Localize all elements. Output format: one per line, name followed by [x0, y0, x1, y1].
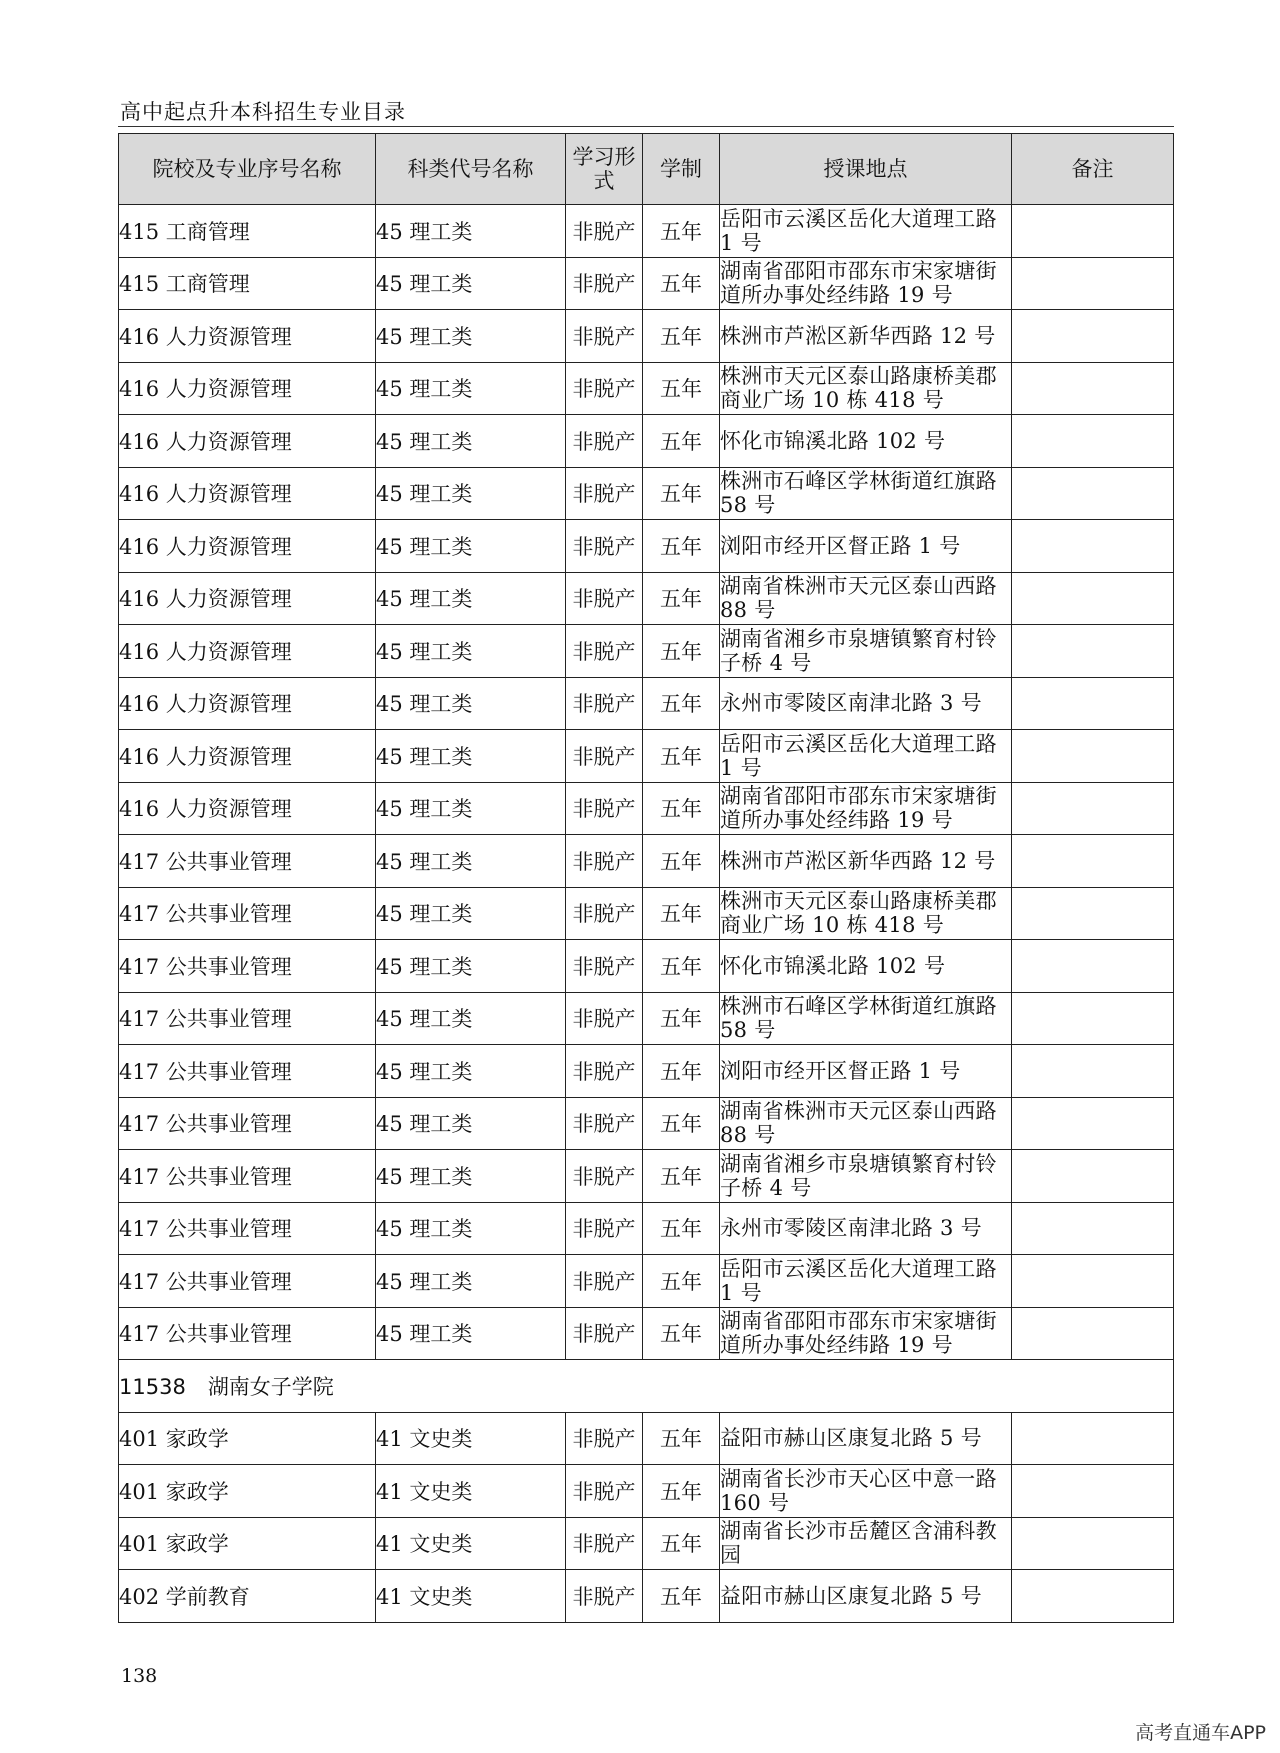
location-cell: 永州市零陵区南津北路 3 号 — [720, 1202, 1012, 1255]
location-cell: 湖南省长沙市天心区中意一路 160 号 — [720, 1465, 1012, 1518]
study-form-cell: 非脱产 — [566, 1465, 643, 1518]
study-form-cell: 非脱产 — [566, 1517, 643, 1570]
column-header-major: 院校及专业序号名称 — [119, 134, 376, 205]
category-cell: 45 理工类 — [376, 362, 566, 415]
duration-cell: 五年 — [643, 1307, 720, 1360]
study-form-cell: 非脱产 — [566, 310, 643, 363]
category-cell: 45 理工类 — [376, 887, 566, 940]
location-cell: 株洲市芦淞区新华西路 12 号 — [720, 310, 1012, 363]
major-cell: 415 工商管理 — [119, 205, 376, 258]
table-row — [119, 992, 1174, 1045]
category-cell: 45 理工类 — [376, 677, 566, 730]
major-cell: 417 公共事业管理 — [119, 940, 376, 993]
table-row — [119, 310, 1174, 363]
major-cell: 417 公共事业管理 — [119, 1307, 376, 1360]
study-form-cell: 非脱产 — [566, 362, 643, 415]
note-cell — [1012, 257, 1174, 310]
study-form-cell: 非脱产 — [566, 1412, 643, 1465]
major-cell: 416 人力资源管理 — [119, 467, 376, 520]
study-form-cell: 非脱产 — [566, 257, 643, 310]
page-header-title: 高中起点升本科招生专业目录 — [120, 100, 406, 124]
category-cell: 45 理工类 — [376, 467, 566, 520]
note-cell — [1012, 1150, 1174, 1203]
study-form-cell: 非脱产 — [566, 1202, 643, 1255]
location-cell: 湖南省株洲市天元区泰山西路 88 号 — [720, 1097, 1012, 1150]
location-cell: 岳阳市云溪区岳化大道理工路 1 号 — [720, 730, 1012, 783]
category-cell: 45 理工类 — [376, 782, 566, 835]
page-number: 138 — [121, 1665, 158, 1687]
location-cell: 浏阳市经开区督正路 1 号 — [720, 1045, 1012, 1098]
table-row — [119, 1097, 1174, 1150]
note-cell — [1012, 1465, 1174, 1518]
category-cell: 45 理工类 — [376, 520, 566, 573]
duration-cell: 五年 — [643, 835, 720, 888]
duration-cell: 五年 — [643, 362, 720, 415]
category-cell: 45 理工类 — [376, 1045, 566, 1098]
location-cell: 怀化市锦溪北路 102 号 — [720, 415, 1012, 468]
duration-cell: 五年 — [643, 520, 720, 573]
major-cell: 401 家政学 — [119, 1412, 376, 1465]
duration-cell: 五年 — [643, 730, 720, 783]
note-cell — [1012, 1570, 1174, 1623]
column-header-category: 科类代号名称 — [376, 134, 566, 205]
note-cell — [1012, 625, 1174, 678]
study-form-cell: 非脱产 — [566, 1045, 643, 1098]
location-cell: 湖南省邵阳市邵东市宋家塘街道所办事处经纬路 19 号 — [720, 782, 1012, 835]
major-cell: 416 人力资源管理 — [119, 677, 376, 730]
table-row — [119, 1465, 1174, 1518]
category-cell: 45 理工类 — [376, 992, 566, 1045]
note-cell — [1012, 520, 1174, 573]
duration-cell: 五年 — [643, 572, 720, 625]
major-cell: 417 公共事业管理 — [119, 1255, 376, 1308]
major-cell: 416 人力资源管理 — [119, 572, 376, 625]
study-form-cell: 非脱产 — [566, 1307, 643, 1360]
major-cell: 416 人力资源管理 — [119, 520, 376, 573]
major-cell: 417 公共事业管理 — [119, 1097, 376, 1150]
duration-cell: 五年 — [643, 1150, 720, 1203]
duration-cell: 五年 — [643, 1517, 720, 1570]
location-cell: 益阳市赫山区康复北路 5 号 — [720, 1412, 1012, 1465]
study-form-cell: 非脱产 — [566, 1570, 643, 1623]
table-row — [119, 677, 1174, 730]
study-form-cell: 非脱产 — [566, 205, 643, 258]
location-cell: 永州市零陵区南津北路 3 号 — [720, 677, 1012, 730]
major-cell: 401 家政学 — [119, 1465, 376, 1518]
study-form-cell: 非脱产 — [566, 467, 643, 520]
table-row — [119, 1150, 1174, 1203]
study-form-cell: 非脱产 — [566, 992, 643, 1045]
location-cell: 湖南省湘乡市泉塘镇繁育村铃子桥 4 号 — [720, 625, 1012, 678]
study-form-cell: 非脱产 — [566, 520, 643, 573]
column-header-note: 备注 — [1012, 134, 1174, 205]
location-cell: 株洲市天元区泰山路康桥美郡商业广场 10 栋 418 号 — [720, 362, 1012, 415]
school-section — [119, 1360, 1174, 1413]
enrollment-catalog-table — [118, 133, 1174, 1623]
category-cell: 45 理工类 — [376, 625, 566, 678]
study-form-cell: 非脱产 — [566, 415, 643, 468]
category-cell: 41 文史类 — [376, 1517, 566, 1570]
duration-cell: 五年 — [643, 782, 720, 835]
school-section-row — [119, 1360, 1174, 1413]
duration-cell: 五年 — [643, 940, 720, 993]
note-cell — [1012, 205, 1174, 258]
note-cell — [1012, 1517, 1174, 1570]
table-row — [119, 1202, 1174, 1255]
study-form-cell: 非脱产 — [566, 1150, 643, 1203]
note-cell — [1012, 415, 1174, 468]
table-row — [119, 887, 1174, 940]
location-cell: 湖南省株洲市天元区泰山西路 88 号 — [720, 572, 1012, 625]
major-cell: 401 家政学 — [119, 1517, 376, 1570]
table-row — [119, 835, 1174, 888]
watermark-text: 高考直通车APP — [1135, 1722, 1266, 1744]
duration-cell: 五年 — [643, 310, 720, 363]
duration-cell: 五年 — [643, 415, 720, 468]
study-form-cell: 非脱产 — [566, 625, 643, 678]
major-cell: 416 人力资源管理 — [119, 782, 376, 835]
category-cell: 45 理工类 — [376, 415, 566, 468]
table-row — [119, 257, 1174, 310]
location-cell: 怀化市锦溪北路 102 号 — [720, 940, 1012, 993]
major-cell: 416 人力资源管理 — [119, 415, 376, 468]
column-header-location: 授课地点 — [720, 134, 1012, 205]
school-code: 11538 — [119, 1374, 186, 1399]
table-row — [119, 940, 1174, 993]
major-cell: 416 人力资源管理 — [119, 310, 376, 363]
major-cell: 416 人力资源管理 — [119, 362, 376, 415]
duration-cell: 五年 — [643, 1255, 720, 1308]
table-row — [119, 1570, 1174, 1623]
major-cell: 417 公共事业管理 — [119, 835, 376, 888]
category-cell: 45 理工类 — [376, 1097, 566, 1150]
duration-cell: 五年 — [643, 1097, 720, 1150]
category-cell: 45 理工类 — [376, 257, 566, 310]
location-cell: 湖南省湘乡市泉塘镇繁育村铃子桥 4 号 — [720, 1150, 1012, 1203]
study-form-cell: 非脱产 — [566, 677, 643, 730]
duration-cell: 五年 — [643, 467, 720, 520]
location-cell: 株洲市芦淞区新华西路 12 号 — [720, 835, 1012, 888]
major-cell: 417 公共事业管理 — [119, 887, 376, 940]
category-cell: 45 理工类 — [376, 730, 566, 783]
table-row — [119, 1255, 1174, 1308]
category-cell: 45 理工类 — [376, 205, 566, 258]
table-row — [119, 205, 1174, 258]
note-cell — [1012, 730, 1174, 783]
note-cell — [1012, 1412, 1174, 1465]
column-header-duration: 学制 — [643, 134, 720, 205]
duration-cell: 五年 — [643, 1045, 720, 1098]
category-cell: 45 理工类 — [376, 1307, 566, 1360]
table-body-part2 — [119, 1412, 1174, 1622]
location-cell: 湖南省长沙市岳麓区含浦科教园 — [720, 1517, 1012, 1570]
category-cell: 45 理工类 — [376, 1255, 566, 1308]
duration-cell: 五年 — [643, 257, 720, 310]
duration-cell: 五年 — [643, 205, 720, 258]
table-row — [119, 572, 1174, 625]
note-cell — [1012, 887, 1174, 940]
study-form-cell: 非脱产 — [566, 940, 643, 993]
category-cell: 45 理工类 — [376, 310, 566, 363]
category-cell: 45 理工类 — [376, 1202, 566, 1255]
location-cell: 湖南省邵阳市邵东市宋家塘街道所办事处经纬路 19 号 — [720, 257, 1012, 310]
table-body-part1 — [119, 205, 1174, 1360]
duration-cell: 五年 — [643, 1202, 720, 1255]
header-divider — [118, 126, 1174, 127]
table-row — [119, 362, 1174, 415]
study-form-cell: 非脱产 — [566, 1255, 643, 1308]
location-cell: 湖南省邵阳市邵东市宋家塘街道所办事处经纬路 19 号 — [720, 1307, 1012, 1360]
duration-cell: 五年 — [643, 1412, 720, 1465]
study-form-cell: 非脱产 — [566, 887, 643, 940]
table-row — [119, 1045, 1174, 1098]
major-cell: 417 公共事业管理 — [119, 1202, 376, 1255]
major-cell: 417 公共事业管理 — [119, 1045, 376, 1098]
note-cell — [1012, 992, 1174, 1045]
location-cell: 浏阳市经开区督正路 1 号 — [720, 520, 1012, 573]
table-header — [119, 134, 1174, 205]
study-form-cell: 非脱产 — [566, 782, 643, 835]
note-cell — [1012, 782, 1174, 835]
table-row — [119, 520, 1174, 573]
duration-cell: 五年 — [643, 1570, 720, 1623]
location-cell: 株洲市天元区泰山路康桥美郡商业广场 10 栋 418 号 — [720, 887, 1012, 940]
study-form-cell: 非脱产 — [566, 1097, 643, 1150]
category-cell: 45 理工类 — [376, 940, 566, 993]
duration-cell: 五年 — [643, 992, 720, 1045]
note-cell — [1012, 1045, 1174, 1098]
category-cell: 45 理工类 — [376, 572, 566, 625]
duration-cell: 五年 — [643, 1465, 720, 1518]
school-name: 湖南女子学院 — [207, 1374, 334, 1399]
note-cell — [1012, 572, 1174, 625]
column-header-study-form: 学习形式 — [566, 134, 643, 205]
location-cell: 益阳市赫山区康复北路 5 号 — [720, 1570, 1012, 1623]
duration-cell: 五年 — [643, 625, 720, 678]
category-cell: 41 文史类 — [376, 1570, 566, 1623]
major-cell: 415 工商管理 — [119, 257, 376, 310]
note-cell — [1012, 677, 1174, 730]
category-cell: 41 文史类 — [376, 1465, 566, 1518]
table-row — [119, 625, 1174, 678]
duration-cell: 五年 — [643, 887, 720, 940]
note-cell — [1012, 362, 1174, 415]
note-cell — [1012, 940, 1174, 993]
category-cell: 45 理工类 — [376, 835, 566, 888]
note-cell — [1012, 467, 1174, 520]
category-cell: 45 理工类 — [376, 1150, 566, 1203]
table-row — [119, 1307, 1174, 1360]
major-cell: 402 学前教育 — [119, 1570, 376, 1623]
study-form-cell: 非脱产 — [566, 730, 643, 783]
major-cell: 417 公共事业管理 — [119, 992, 376, 1045]
table-row — [119, 1517, 1174, 1570]
study-form-cell: 非脱产 — [566, 835, 643, 888]
location-cell: 株洲市石峰区学林街道红旗路 58 号 — [720, 467, 1012, 520]
note-cell — [1012, 1097, 1174, 1150]
note-cell — [1012, 835, 1174, 888]
note-cell — [1012, 310, 1174, 363]
study-form-cell: 非脱产 — [566, 572, 643, 625]
major-cell: 416 人力资源管理 — [119, 730, 376, 783]
category-cell: 41 文史类 — [376, 1412, 566, 1465]
location-cell: 岳阳市云溪区岳化大道理工路 1 号 — [720, 205, 1012, 258]
note-cell — [1012, 1202, 1174, 1255]
table-row — [119, 467, 1174, 520]
major-cell: 417 公共事业管理 — [119, 1150, 376, 1203]
table-row — [119, 415, 1174, 468]
table-row — [119, 782, 1174, 835]
table-row — [119, 1412, 1174, 1465]
note-cell — [1012, 1307, 1174, 1360]
table-row — [119, 730, 1174, 783]
major-cell: 416 人力资源管理 — [119, 625, 376, 678]
note-cell — [1012, 1255, 1174, 1308]
duration-cell: 五年 — [643, 677, 720, 730]
location-cell: 岳阳市云溪区岳化大道理工路 1 号 — [720, 1255, 1012, 1308]
location-cell: 株洲市石峰区学林街道红旗路 58 号 — [720, 992, 1012, 1045]
